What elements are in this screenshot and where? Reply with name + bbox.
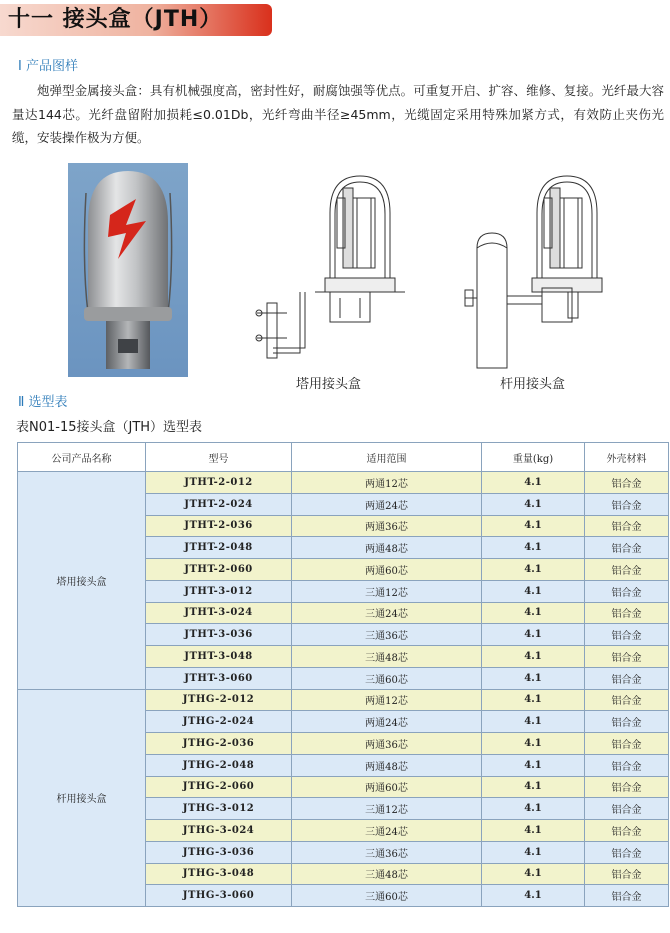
weight-cell: 4.1 xyxy=(482,472,585,494)
title-banner xyxy=(0,4,272,36)
range-cell: 三通36芯 xyxy=(292,624,482,646)
group-name-cell: 杆用接头盒 xyxy=(18,689,146,907)
range-cell: 三通60芯 xyxy=(292,667,482,689)
material-cell: 铝合金 xyxy=(585,580,669,602)
table-row xyxy=(18,689,669,711)
header-model: 型号 xyxy=(146,443,292,472)
range-cell: 三通48芯 xyxy=(292,646,482,668)
range-cell: 两通48芯 xyxy=(292,537,482,559)
weight-cell: 4.1 xyxy=(482,537,585,559)
model-cell: JTHT-3-036 xyxy=(146,624,292,646)
material-cell: 铝合金 xyxy=(585,885,669,907)
section-heading-product: Ⅰ 产品图样 xyxy=(18,59,78,74)
section-heading-selection: Ⅱ 选型表 xyxy=(18,395,68,410)
material-cell: 铝合金 xyxy=(585,515,669,537)
material-cell: 铝合金 xyxy=(585,841,669,863)
range-cell: 两通60芯 xyxy=(292,559,482,581)
range-cell: 两通12芯 xyxy=(292,689,482,711)
range-cell: 两通60芯 xyxy=(292,776,482,798)
model-cell: JTHT-2-060 xyxy=(146,559,292,581)
tower-mount-closure-drawing-icon xyxy=(245,158,410,368)
weight-cell: 4.1 xyxy=(482,754,585,776)
model-cell: JTHT-2-012 xyxy=(146,472,292,494)
material-cell: 铝合金 xyxy=(585,776,669,798)
weight-cell: 4.1 xyxy=(482,885,585,907)
model-cell: JTHG-3-012 xyxy=(146,798,292,820)
weight-cell: 4.1 xyxy=(482,820,585,842)
range-cell: 三通12芯 xyxy=(292,798,482,820)
header-range: 适用范围 xyxy=(292,443,482,472)
material-cell: 铝合金 xyxy=(585,733,669,755)
range-cell: 三通24芯 xyxy=(292,820,482,842)
table-body xyxy=(18,472,669,907)
range-cell: 三通24芯 xyxy=(292,602,482,624)
weight-cell: 4.1 xyxy=(482,667,585,689)
material-cell: 铝合金 xyxy=(585,472,669,494)
weight-cell: 4.1 xyxy=(482,515,585,537)
range-cell: 两通36芯 xyxy=(292,733,482,755)
material-cell: 铝合金 xyxy=(585,559,669,581)
model-cell: JTHG-3-048 xyxy=(146,863,292,885)
material-cell: 铝合金 xyxy=(585,689,669,711)
weight-cell: 4.1 xyxy=(482,689,585,711)
material-cell: 铝合金 xyxy=(585,602,669,624)
pole-mount-closure-drawing-icon xyxy=(462,158,622,370)
weight-cell: 4.1 xyxy=(482,733,585,755)
weight-cell: 4.1 xyxy=(482,646,585,668)
table-row xyxy=(18,472,669,494)
range-cell: 两通24芯 xyxy=(292,493,482,515)
model-cell: JTHG-2-036 xyxy=(146,733,292,755)
material-cell: 铝合金 xyxy=(585,537,669,559)
material-cell: 铝合金 xyxy=(585,646,669,668)
material-cell: 铝合金 xyxy=(585,667,669,689)
model-cell: JTHG-3-036 xyxy=(146,841,292,863)
model-cell: JTHG-3-024 xyxy=(146,820,292,842)
model-cell: JTHT-3-024 xyxy=(146,602,292,624)
material-cell: 铝合金 xyxy=(585,493,669,515)
metal-splice-closure-photo-icon xyxy=(68,163,188,377)
model-cell: JTHT-3-012 xyxy=(146,580,292,602)
table-caption: 表N01-15接头盒（JTH）选型表 xyxy=(16,420,203,435)
range-cell: 三通48芯 xyxy=(292,863,482,885)
material-cell: 铝合金 xyxy=(585,798,669,820)
weight-cell: 4.1 xyxy=(482,863,585,885)
weight-cell: 4.1 xyxy=(482,493,585,515)
model-cell: JTHG-3-060 xyxy=(146,885,292,907)
range-cell: 三通60芯 xyxy=(292,885,482,907)
model-cell: JTHG-2-060 xyxy=(146,776,292,798)
product-description: 炮弹型金属接头盒：具有机械强度高，密封性好，耐腐蚀强等优点。可重复开启、扩容、维修、复接。光纤最大容量达144芯。光纤盘留附加损耗≤0.01Db，光纤弯曲半径≥45mm，光缆固定采用特殊加紧方式，有效防止夹伤光缆，安装操作极为方便。 xyxy=(12,83,664,145)
weight-cell: 4.1 xyxy=(482,602,585,624)
weight-cell: 4.1 xyxy=(482,559,585,581)
range-cell: 三通36芯 xyxy=(292,841,482,863)
page-title: 十一 接头盒（JTH） xyxy=(8,7,223,32)
caption-tower: 塔用接头盒 xyxy=(296,377,362,392)
model-cell: JTHT-2-024 xyxy=(146,493,292,515)
weight-cell: 4.1 xyxy=(482,841,585,863)
header-weight: 重量(kg) xyxy=(482,443,585,472)
weight-cell: 4.1 xyxy=(482,798,585,820)
material-cell: 铝合金 xyxy=(585,711,669,733)
weight-cell: 4.1 xyxy=(482,624,585,646)
header-material: 外壳材料 xyxy=(585,443,669,472)
weight-cell: 4.1 xyxy=(482,776,585,798)
table-header-row xyxy=(18,443,669,472)
model-cell: JTHT-3-060 xyxy=(146,667,292,689)
material-cell: 铝合金 xyxy=(585,820,669,842)
group-name-cell: 塔用接头盒 xyxy=(18,472,146,690)
weight-cell: 4.1 xyxy=(482,580,585,602)
header-product-name: 公司产品名称 xyxy=(18,443,146,472)
range-cell: 两通24芯 xyxy=(292,711,482,733)
product-photo xyxy=(68,163,188,377)
model-cell: JTHG-2-024 xyxy=(146,711,292,733)
weight-cell: 4.1 xyxy=(482,711,585,733)
range-cell: 两通36芯 xyxy=(292,515,482,537)
selection-table xyxy=(17,442,669,907)
material-cell: 铝合金 xyxy=(585,624,669,646)
material-cell: 铝合金 xyxy=(585,863,669,885)
model-cell: JTHT-2-036 xyxy=(146,515,292,537)
caption-pole: 杆用接头盒 xyxy=(500,377,566,392)
model-cell: JTHT-2-048 xyxy=(146,537,292,559)
model-cell: JTHG-2-048 xyxy=(146,754,292,776)
range-cell: 三通12芯 xyxy=(292,580,482,602)
range-cell: 两通12芯 xyxy=(292,472,482,494)
range-cell: 两通48芯 xyxy=(292,754,482,776)
model-cell: JTHT-3-048 xyxy=(146,646,292,668)
model-cell: JTHG-2-012 xyxy=(146,689,292,711)
material-cell: 铝合金 xyxy=(585,754,669,776)
